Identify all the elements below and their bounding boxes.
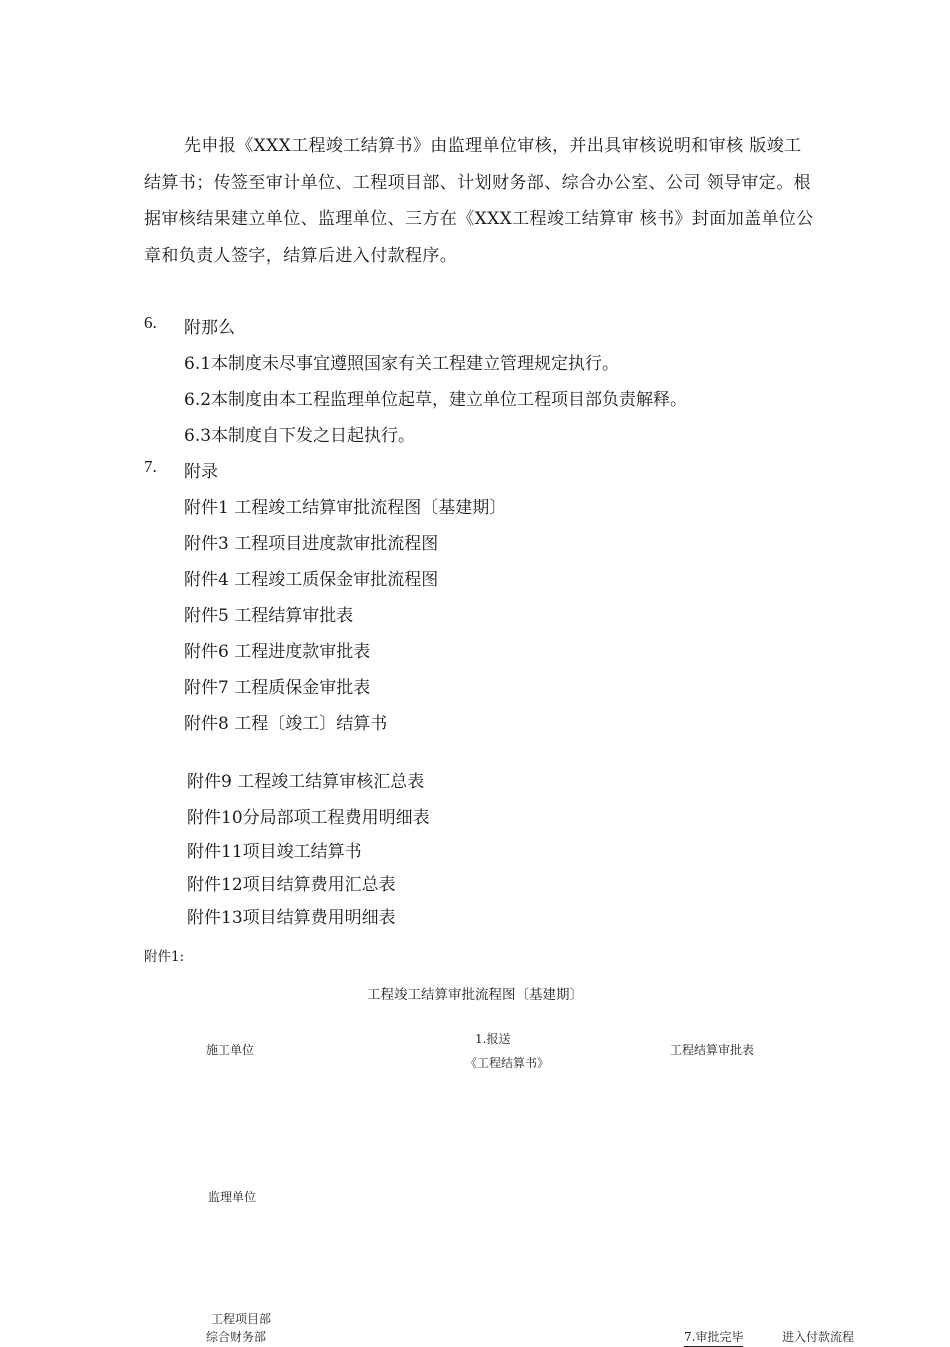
flowchart-title: 工程竣工结算审批流程图〔基建期〕 [367, 987, 583, 1003]
node-approval-form: 工程结算审批表 [670, 1043, 755, 1057]
node-supervisor: 监理单位 [208, 1190, 257, 1204]
section7-title: 附录 [184, 462, 218, 482]
node-contractor: 施工单位 [206, 1043, 255, 1057]
node-step7: 7.审批完毕 [684, 1328, 743, 1347]
section6-title: 附那么 [184, 318, 235, 338]
section6-item-1: 6.1本制度未尽事宜遵照国家有关工程建立管理规定执行。 [184, 354, 620, 374]
appendix-item: 附件9 工程竣工结算审核汇总表 [187, 772, 425, 792]
attachment-label: 附件1: [144, 949, 185, 965]
node-payment: 进入付款流程 [782, 1330, 855, 1344]
appendix-item: 附件8 工程〔竣工〕结算书 [184, 714, 388, 734]
appendix-item: 附件11项目竣工结算书 [187, 842, 362, 862]
body-paragraph: 先申报《XXX工程竣工结算书》由监理单位审核，并出具审核说明和审核 版竣工结算书；传签至审计单位、工程项目部、计划财务部、综合办公室、公司 领导审定。根据审核结果建立单位、监理单位、三方在《XXX工程竣工结算审 核书》封面加盖单位公章和负责人签字，结算后进入付款程序。 [144, 136, 814, 266]
section7-number: 7. [144, 457, 157, 476]
appendix-item: 附件7 工程质保金审批表 [184, 678, 371, 698]
appendix-item: 附件10分局部项工程费用明细表 [187, 808, 430, 828]
section6-number: 6. [144, 313, 157, 332]
section6-item-2: 6.2本制度由本工程监理单位起草，建立单位工程项目部负责解释。 [184, 390, 688, 410]
appendix-item: 附件4 工程竣工质保金审批流程图 [184, 570, 439, 590]
node-step1-line2: 《工程结算书》 [465, 1056, 550, 1070]
node-overlap-text: 综合财务部 [206, 1330, 267, 1344]
section6-item-3: 6.3本制度自下发之日起执行。 [184, 426, 416, 446]
appendix-item: 附件13项目结算费用明细表 [187, 908, 396, 928]
appendix-item: 附件6 工程进度款审批表 [184, 642, 371, 662]
appendix-item: 附件12项目结算费用汇总表 [187, 875, 396, 895]
appendix-item: 附件3 工程项目进度款审批流程图 [184, 534, 439, 554]
appendix-item: 附件1 工程竣工结算审批流程图〔基建期〕 [184, 498, 507, 518]
node-step1-line1: 1.报送 [475, 1032, 511, 1046]
appendix-item: 附件5 工程结算审批表 [184, 606, 354, 626]
node-project-dept: 工程项目部 [211, 1312, 272, 1326]
